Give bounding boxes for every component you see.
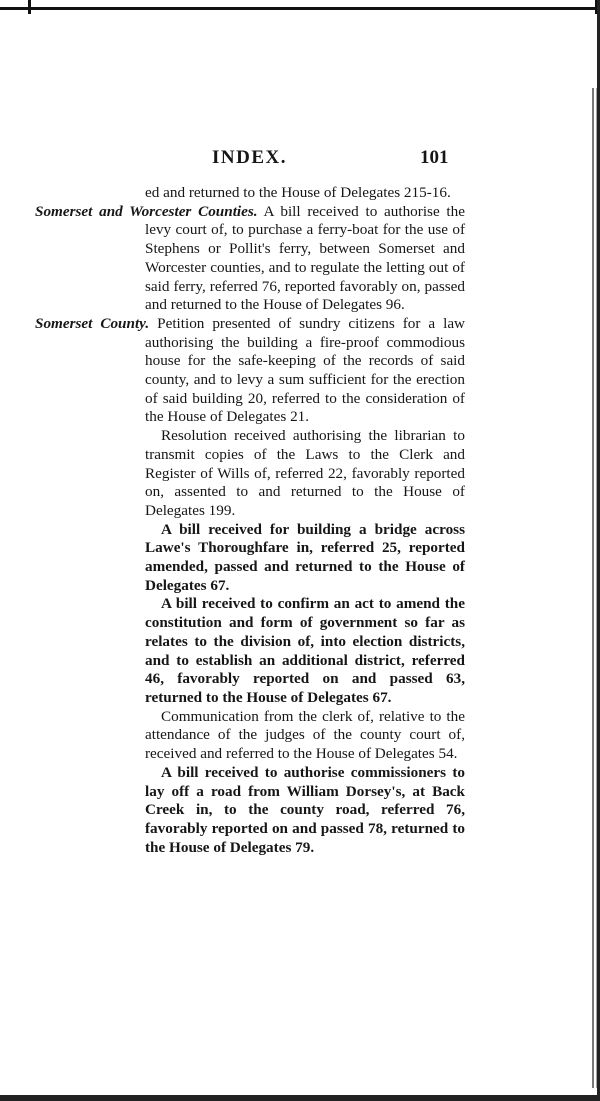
- running-header: [0, 147, 600, 175]
- entry-paragraph: Petition presented of sundry citizens for a law authorising the building a fire-proof commodious house for the safe-keeping of the records of said county, and to levy a sum sufficient for the erection of said building 20, referred to the consideration of the House of Delegates 21.: [145, 314, 466, 426]
- index-entry-somerset-worcester: [35, 202, 465, 315]
- entry-subparagraph: Communication from the clerk of, relative to the attendance of the judges of the county court of, received and referred to the House of Delegates 54.: [145, 707, 465, 763]
- entry-paragraph: ed and returned to the House of Delegates 215-16.: [145, 184, 451, 201]
- page-title: INDEX.: [212, 147, 287, 168]
- bottom-border: [0, 1095, 600, 1101]
- index-entry-continuation: [145, 184, 465, 203]
- entry-term: Somerset and Worcester Counties.: [35, 202, 258, 220]
- top-border-rule: [0, 0, 600, 18]
- entry-subparagraph: Resolution received authorising the librarian to transmit copies of the Laws to the Clerk and Register of Wills of, referred 22, favorably reported on, assented to and returned to the House of Delegates 199.: [145, 427, 465, 519]
- index-entry-somerset-county: [35, 314, 466, 427]
- entry-subparagraph: A bill received to confirm an act to amend the constitution and form of government so far as relates to the division of, into election districts, and to establish an additional district, referred 46, favorably reported on and passed 63, returned to the House of Delegates 67.: [145, 595, 465, 706]
- entry-term: Somerset County.: [35, 314, 150, 332]
- entry-paragraph: A bill received to authorise the levy court of, to purchase a ferry-boat for the use of Stephens or Pollit's ferry, between Somerset and Worcester counties, and to regulate the letting out of said ferry, referred 76, reported favorably on, passed and returned to the House of Delegates 96.: [145, 202, 465, 314]
- entry-subparagraph: A bill received to authorise commissioners to lay off a road from William Dorsey's, at Back Creek in, to the county road, referred 76, favorably reported on and passed 78, returned to the House of Delegates 79.: [145, 763, 465, 856]
- entry-subparagraph: A bill received for building a bridge across Lawe's Thoroughfare in, referred 25, reported amended, passed and returned to the House of Delegates 67.: [145, 520, 465, 594]
- index-body: [35, 184, 466, 857]
- page-number: 101: [420, 147, 449, 168]
